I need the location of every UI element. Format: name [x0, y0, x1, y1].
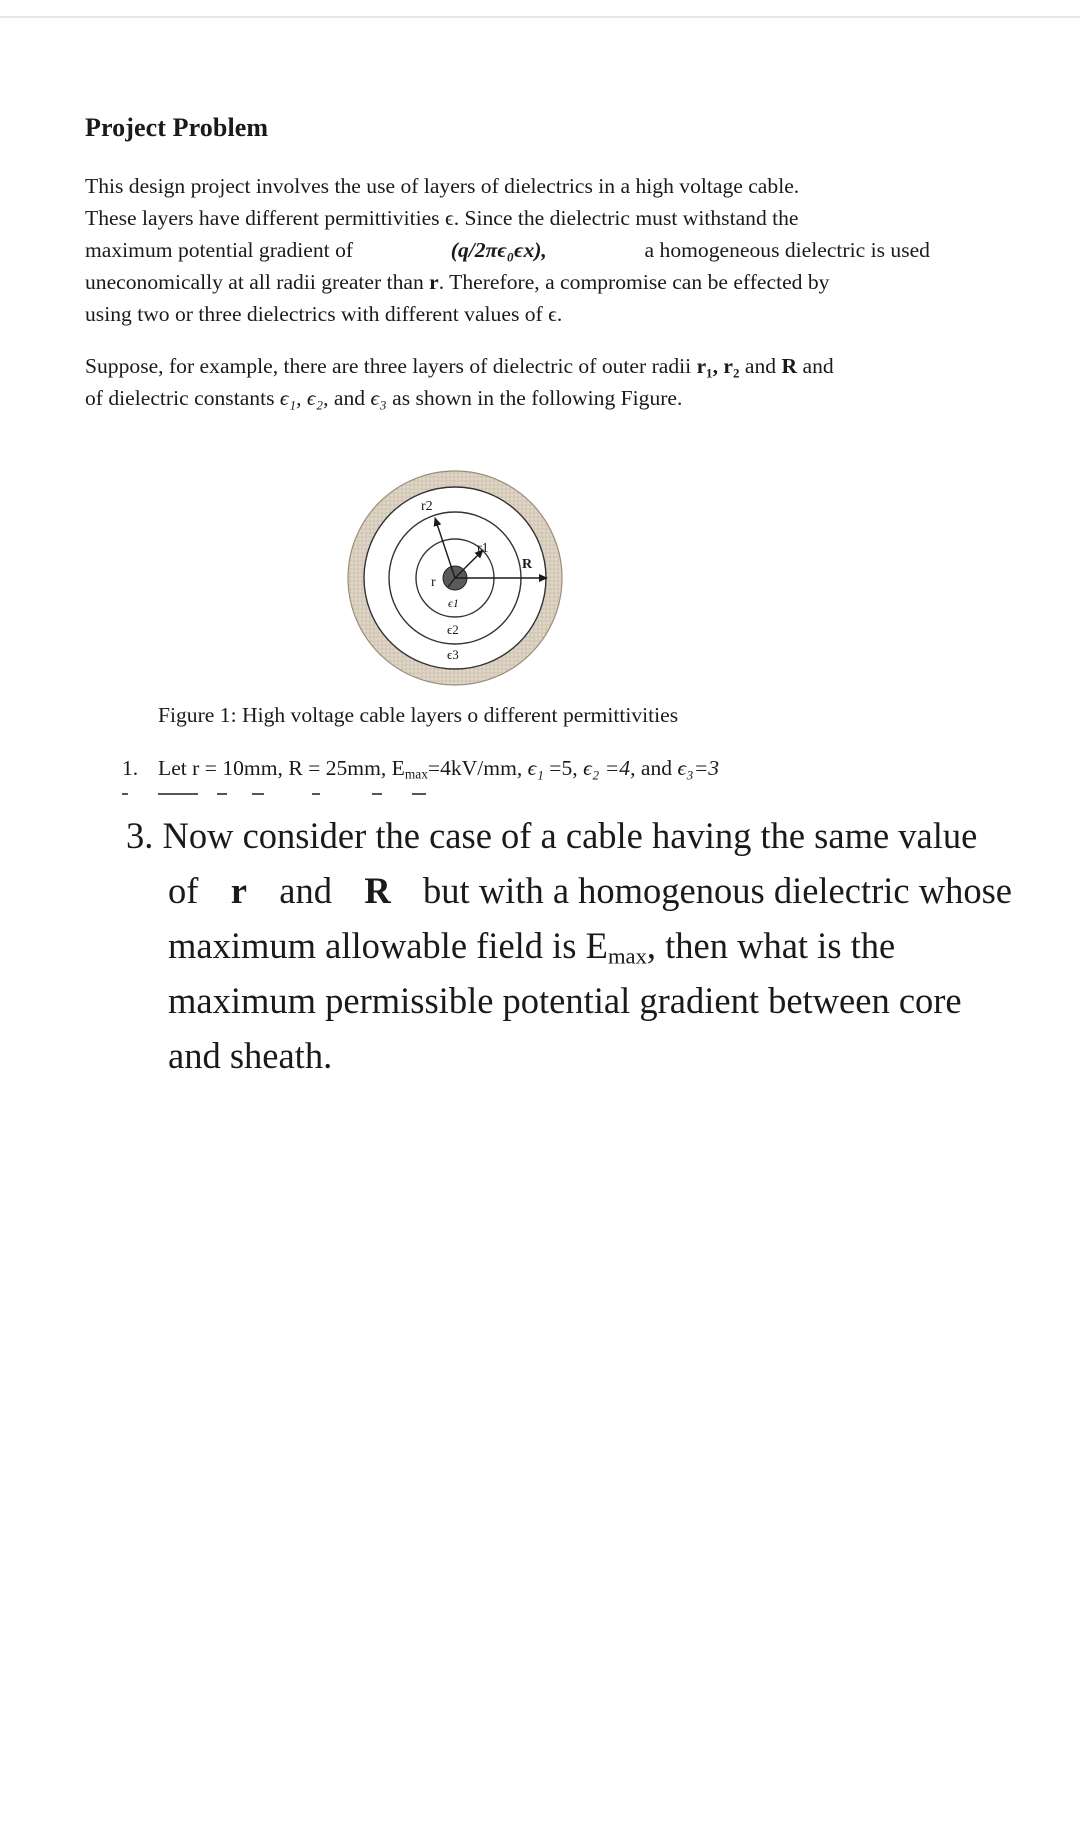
- question-1: 1. Let r = 10mm, R = 25mm, $E_{max}=4kV/mm$, ϵ₁ =5, ϵ₂ =4, and ϵ₃=3: [122, 756, 720, 782]
- intro-line-4: uneconomically at all radii greater than r. Therefore, a compromise can be effected by: [85, 270, 830, 294]
- intro-text-3a: maximum potential gradient of: [85, 238, 354, 262]
- label-r: r: [431, 575, 436, 590]
- question-3-line-3: maximum allowable field is $E_{max}$, then what is the: [168, 925, 896, 969]
- example-paragraph: [85, 350, 930, 414]
- intro-line-2: These layers have different permittivities ϵ. Since the dielectric must withstand the: [85, 206, 799, 230]
- intro-text-3b: a homogeneous dielectric is used: [644, 238, 930, 262]
- label-e3: ϵ3: [447, 647, 459, 662]
- clipped-question-2-remnant: [122, 793, 502, 799]
- label-e2: ϵ2: [447, 622, 459, 637]
- question-3-line-1: 3. Now consider the case of a cable having the same value: [126, 815, 978, 856]
- question-3-line-4: maximum permissible potential gradient between core: [168, 980, 962, 1021]
- gradient-formula: (q/2πϵ₀ϵx),: [450, 238, 547, 262]
- intro-line-1: [85, 170, 930, 202]
- intro-text-1: This design project involves the use of layers of dielectrics in a high voltage cable.: [85, 174, 800, 198]
- label-e1: ϵ1: [448, 596, 459, 610]
- question-3-line-2: of r and R but with a homogenous dielectric whose: [168, 870, 1012, 911]
- intro-paragraph: [85, 170, 930, 330]
- cable-diagram: [335, 470, 575, 690]
- label-r1: r1: [477, 541, 489, 556]
- question-3-line-5: and sheath.: [168, 1035, 333, 1076]
- label-R: R: [522, 557, 533, 572]
- question-3: [126, 808, 1012, 1083]
- intro-line-3: [85, 234, 930, 266]
- example-line-2: of dielectric constants ϵ₁, ϵ₂, and ϵ₃ as shown in the following Figure.: [85, 386, 683, 410]
- intro-line-5: using two or three dielectrics with different values of ϵ.: [85, 302, 563, 326]
- top-divider: [0, 16, 1080, 18]
- figure-caption: Figure 1: High voltage cable layers o different permittivities: [158, 703, 679, 727]
- question-1-number: 1.: [122, 756, 139, 780]
- cable-cross-section-figure: [335, 470, 575, 695]
- label-r2: r2: [421, 499, 433, 514]
- example-line-1: Suppose, for example, there are three layers of dielectric of outer radii r₁, r₂ and R and: [85, 354, 834, 378]
- page-title: Project Problem: [85, 113, 269, 142]
